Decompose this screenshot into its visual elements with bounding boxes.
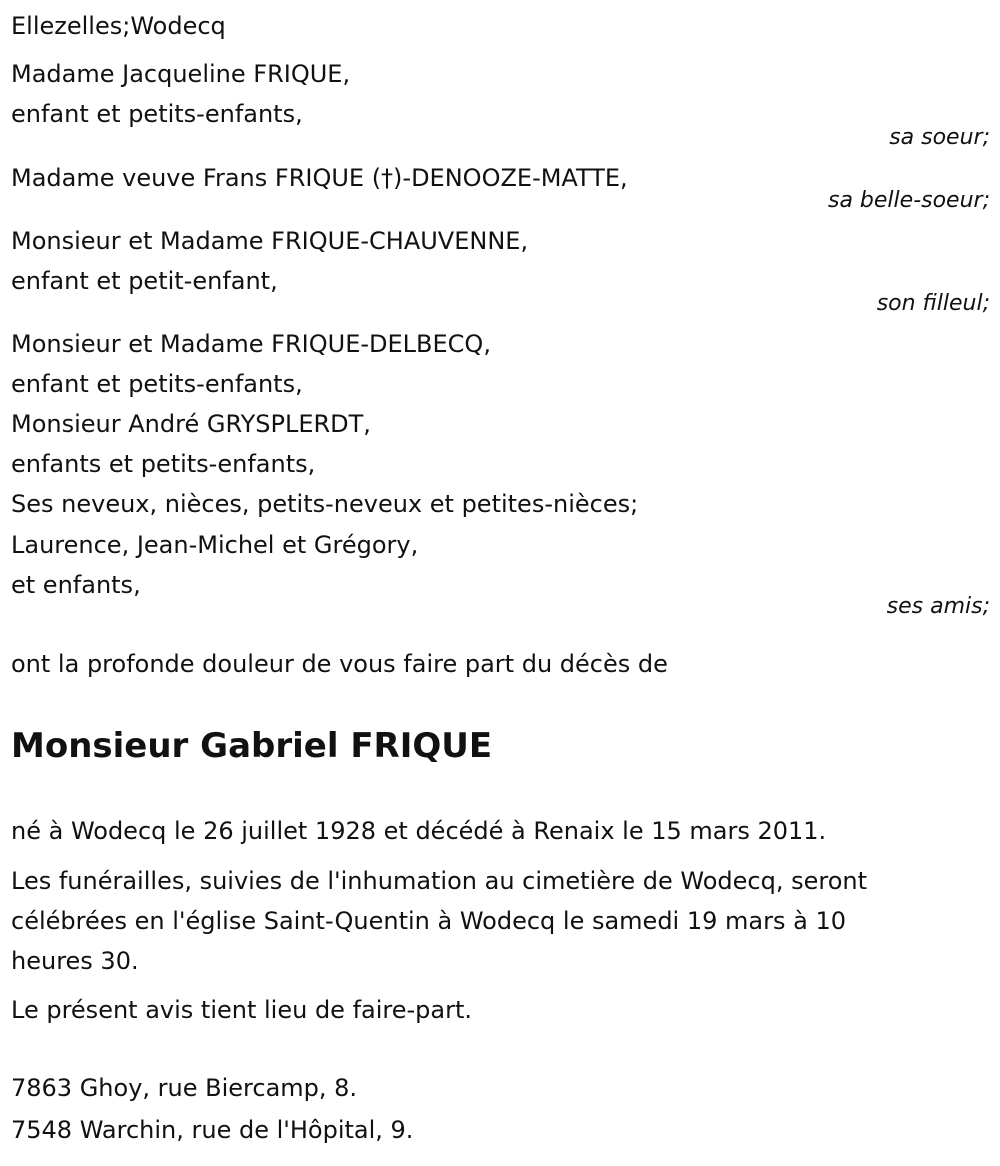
family-line: Ses neveux, nièces, petits-neveux et petites-nièces; [11,490,639,518]
address-line: 7548 Warchin, rue de l'Hôpital, 9. [11,1116,414,1144]
location-header: Ellezelles;Wodecq [11,12,226,40]
address-line: 7863 Ghoy, rue Biercamp, 8. [11,1074,358,1102]
family-line: enfant et petits-enfants, [11,370,303,398]
family-line: enfants et petits-enfants, [11,450,316,478]
relation-label: sa belle-soeur; [828,188,990,213]
family-line: enfant et petits-enfants, [11,100,303,128]
family-line: Monsieur et Madame FRIQUE-DELBECQ, [11,330,491,358]
relation-label: ses amis; [886,594,990,619]
relation-label: sa soeur; [889,125,990,150]
family-line: Madame Jacqueline FRIQUE, [11,60,351,88]
funeral-text-line: Les funérailles, suivies de l'inhumation au cimetière de Wodecq, seront [11,867,867,895]
funeral-text-line: célébrées en l'église Saint-Quentin à Wodecq le samedi 19 mars à 10 [11,907,846,935]
announcement-text: ont la profonde douleur de vous faire part du décès de [11,650,668,678]
birth-death-line: né à Wodecq le 26 juillet 1928 et décédé à Renaix le 15 mars 2011. [11,817,827,845]
family-line: Monsieur André GRYSPLERDT, [11,410,371,438]
family-line: Laurence, Jean-Michel et Grégory, [11,531,419,559]
funeral-text-line: heures 30. [11,947,139,975]
family-line: Madame veuve Frans FRIQUE (†)-DENOOZE-MATTE, [11,164,628,192]
family-line: Monsieur et Madame FRIQUE-CHAUVENNE, [11,227,529,255]
notice-text: Le présent avis tient lieu de faire-part. [11,996,473,1024]
deceased-name: Monsieur Gabriel FRIQUE [11,726,493,766]
relation-label: son filleul; [876,291,990,316]
family-line: et enfants, [11,571,141,599]
family-line: enfant et petit-enfant, [11,267,278,295]
